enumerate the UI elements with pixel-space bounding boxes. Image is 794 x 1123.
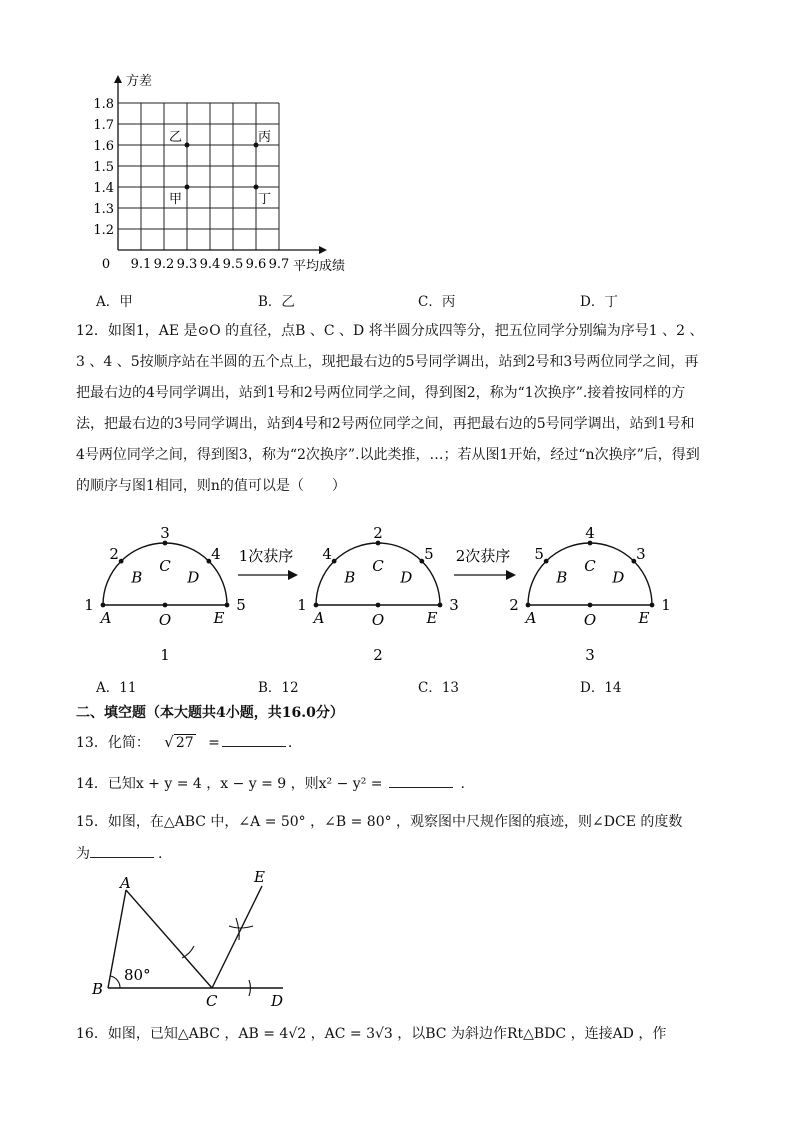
y-tick-label: 1.7 [93,118,114,133]
q12-option-a: A．11 [96,680,137,696]
option-a: A．甲 [96,294,133,310]
point-b [332,559,337,564]
x-tick-label: 9.5 [222,257,244,272]
q12-line-6: 的顺序与图1相同，则n的值可以是（ ） [76,478,346,494]
center-point-o [163,603,168,608]
student-number: 1 [297,596,307,614]
y-tick-label: 1.4 [93,181,114,196]
center-point-o [376,603,381,608]
data-point [185,185,190,190]
center-label-o: O [371,611,385,629]
point-a [314,603,319,608]
student-number: 2 [373,524,383,542]
center-label-o: O [583,611,597,629]
label-c: C [206,992,218,1010]
q14 [76,773,465,794]
point-label-b: B [556,568,568,587]
x-tick-label: 9.3 [176,257,198,272]
arrow-2-label: 2次获序 [455,547,511,565]
point-b [119,559,124,564]
point-label-e: E [213,609,225,627]
point-label-e: E [426,609,438,627]
q15-line-1: 15．如图，在△ABC 中，∠A = 50° ，∠B = 80° ，观察图中尺规作图的痕迹，则∠DCE 的度数 [76,814,683,830]
q13 [76,732,292,753]
label-a: A [120,874,131,892]
point-label: 丁 [258,192,272,207]
triangle-construction-figure [88,866,303,1012]
point-label: 丙 [258,130,272,145]
point-label-c: C [159,557,171,575]
chart-labels [93,74,345,274]
semicircle-figures [84,505,678,670]
arrow-2 [454,547,516,580]
y-tick-label: 1.8 [93,97,114,112]
data-point [185,143,190,148]
student-number: 3 [636,545,646,564]
q15-line-2 [76,843,162,864]
student-number: 1 [84,596,94,614]
origin-label: 0 [101,257,111,272]
student-number: 5 [236,596,246,614]
point-label-c: C [584,557,596,575]
sqrt-expression: √ 27 [164,733,194,751]
q12-line-2: 3 、4 、5按顺序站在半圆的五个点上，现把最右边的5号同学调出，站到2号和3号两位同学之间，再 [76,354,699,370]
x-axis-arrow [319,246,327,254]
y-tick-label: 1.5 [93,160,114,175]
q16-line-1: 16．如图，已知△ABC ，AB = 4√2 ，AC = 3√3 ，以BC 为斜边作Rt△BDC ，连接AD ，作 [76,1026,667,1042]
y-tick-label: 1.6 [93,139,114,154]
q13-end: . [287,735,293,751]
section-fill-blank-title: 二、填空题（本大题共4小题，共16.0分） [76,705,344,721]
point-label-d: D [612,568,625,587]
arrow-1-label: 1次获序 [238,547,294,565]
point-label-b: B [344,568,356,587]
y-axis-arrow [114,75,122,83]
student-number: 4 [322,545,332,564]
q12-line-3: 把最右边的4号同学调出，站到1号和2号两位同学之间，得到图2，称为“1次换序”.接着按同样的方 [76,385,686,401]
student-number: 5 [424,545,434,564]
y-tick-label: 1.3 [93,202,114,217]
point-label-b: B [131,568,143,587]
point-label: 乙 [169,130,183,145]
q12-option-c: C．13 [418,680,460,696]
label-d: D [271,992,284,1010]
x-tick-label: 9.6 [245,257,267,272]
q13-equals: = [208,735,220,751]
q14-end: . [460,776,465,792]
chart-axes [114,75,327,254]
student-number: 2 [509,596,519,614]
q15-blank [90,843,154,858]
y-axis-label: 方差 [126,74,153,89]
sqrt-radicand: 27 [175,735,194,751]
student-number: 1 [661,596,671,614]
x-tick-label: 9.4 [199,257,221,272]
point-label-a: A [100,609,112,627]
chart-grid [118,103,279,250]
semicircle-figure-2 [297,524,459,664]
student-number: 3 [160,524,170,542]
x-tick-label: 9.7 [268,257,290,272]
q15-end: . [158,846,163,862]
student-number: 2 [109,545,119,564]
point-a [526,603,531,608]
q12-option-d: D．14 [580,680,622,696]
label-e: E [254,868,265,886]
point-a [101,603,106,608]
point-label: 甲 [169,192,183,207]
point-e [650,603,655,608]
figure-caption: 3 [585,646,595,664]
x-tick-label: 9.1 [130,257,152,272]
center-label-o: O [158,611,172,629]
point-b [544,559,549,564]
data-point [254,185,259,190]
q13-blank [222,732,286,747]
figure-caption: 2 [373,646,383,664]
center-point-o [588,603,593,608]
point-e [438,603,443,608]
ray-ce [212,886,262,988]
q14-blank [389,773,453,788]
q14-text: 14．已知x + y = 4 ，x − y = 9 ，则x² − y² = [76,776,383,792]
q12-line-5: 4号两位同学之间，得到图3，称为“2次换序”.以此类推，…；若从图1开始，经过“n次换序”后，得到 [76,447,700,463]
option-c: C．丙 [418,294,456,310]
option-b: B．乙 [258,294,295,310]
point-e [225,603,230,608]
option-d: D．丁 [580,294,618,310]
semicircle-figure-3 [509,524,671,664]
point-label-c: C [372,557,384,575]
figure-caption: 1 [160,646,170,664]
q15-prefix: 为 [76,846,90,862]
point-label-a: A [525,609,537,627]
student-number: 4 [585,524,595,542]
q12-option-b: B．12 [258,680,299,696]
q13-prefix: 13．化简： [76,735,150,751]
label-b: B [92,980,104,998]
q12-line-1: 12．如图1，AE 是⊙O 的直径，点B 、C 、D 将半圆分成四等分，把五位同学分别编为序号1 、2 、 [76,323,704,339]
point-label-e: E [638,609,650,627]
student-number: 3 [449,596,459,614]
q12-line-4: 法，把最右边的3号同学调出，站到4号和2号两位同学之间，再把最右边的5号同学调出，站到1号和 [76,416,695,432]
variance-chart [80,70,380,285]
student-number: 5 [534,545,544,564]
x-axis-label: 平均成绩 [293,259,346,274]
point-label-d: D [400,568,413,587]
x-tick-label: 9.2 [153,257,175,272]
student-number: 4 [211,545,221,564]
semicircle-figure-1 [84,524,246,664]
y-tick-label: 1.2 [93,223,114,238]
point-label-a: A [313,609,325,627]
point-label-d: D [187,568,200,587]
arrow-1 [238,547,298,580]
angle-b-label: 80° [124,966,151,984]
